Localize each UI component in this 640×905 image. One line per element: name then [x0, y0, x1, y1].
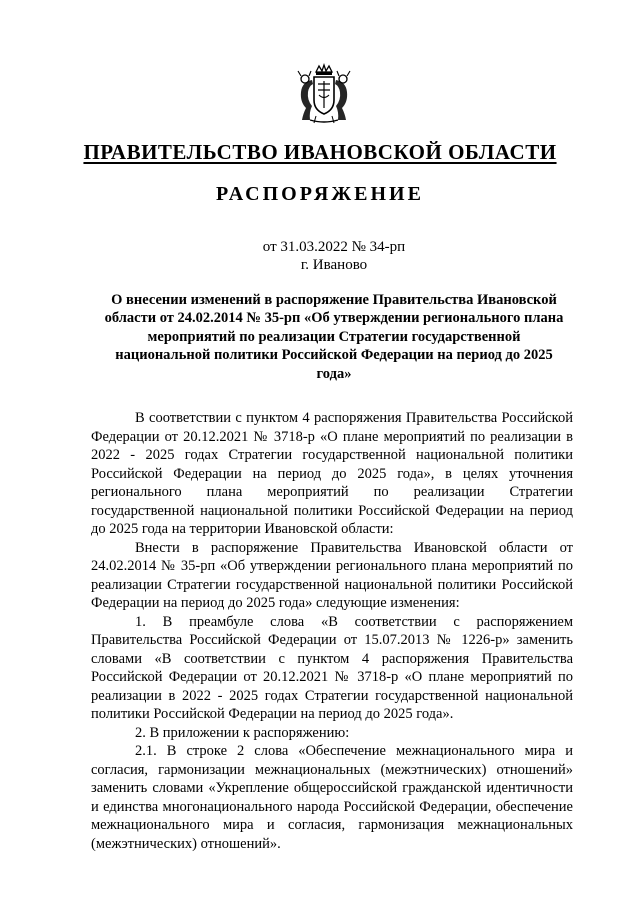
document-type: РАСПОРЯЖЕНИЕ [216, 183, 424, 205]
document-city: г. Иваново [300, 257, 368, 273]
document-date-number: от 31.03.2022 № 34-рп [262, 239, 406, 255]
coat-of-arms-icon [292, 62, 356, 126]
body-paragraph: В соответствии с пунктом 4 распоряжения Правительства Российской Федерации от 20.12.2021 № 3718-р «О плане мероприятий по реализации в 2022 - 2025 годах Стратегии государственной национальной политики Российской Федерации на период до 2025 года», в целях уточнения регионального плана мероприятий по реализации Стратегии государственной национальной политики Российской Федерации на период до 2025 года на территории Ивановской области: [91, 410, 573, 537]
body-paragraph: Внести в распоряжение Правительства Ивановской области от 24.02.2014 № 35-рп «Об утверждении регионального плана мероприятий по реализации Стратегии государственной национальной политики Российской Федерации на период до 2025 года» следующие изменения: [91, 539, 573, 611]
document-body [91, 409, 573, 853]
document-subject: О внесении изменений в распоряжение Правительства Ивановской области от 24.02.2014 № 35-рп «Об утверждении регионального плана мероприятий по реализации Стратегии государственной национальной политики Российской Федерации на период до 2025 года» [104, 292, 564, 382]
body-paragraph: 2. В приложении к распоряжению: [135, 724, 350, 741]
body-paragraph: 2.1. В строке 2 слова «Обеспечение межнационального мира и согласия, гармонизации межнациональных (межэтнических) отношений» заменить словами «Укрепление общероссийской гражданской идентичности и единства многонационального народа Российской Федерации, обеспечение межнационального мира и согласия, гармонизация межнациональных (межэтнических) отношений». [91, 743, 573, 852]
government-title: ПРАВИТЕЛЬСТВО ИВАНОВСКОЙ ОБЛАСТИ [83, 140, 557, 164]
body-paragraph: 1. В преамбуле слова «В соответствии с распоряжением Правительства Российской Федерации от 15.07.2013 № 1226-р» заменить словами «В соответствии с пунктом 4 распоряжения Правительства Российской Федерации от 20.12.2021 № 3718-р «О плане мероприятий по реализации в 2022 - 2025 годах Стратегии государственной национальной политики Российской Федерации на период до 2025 года». [91, 613, 573, 722]
